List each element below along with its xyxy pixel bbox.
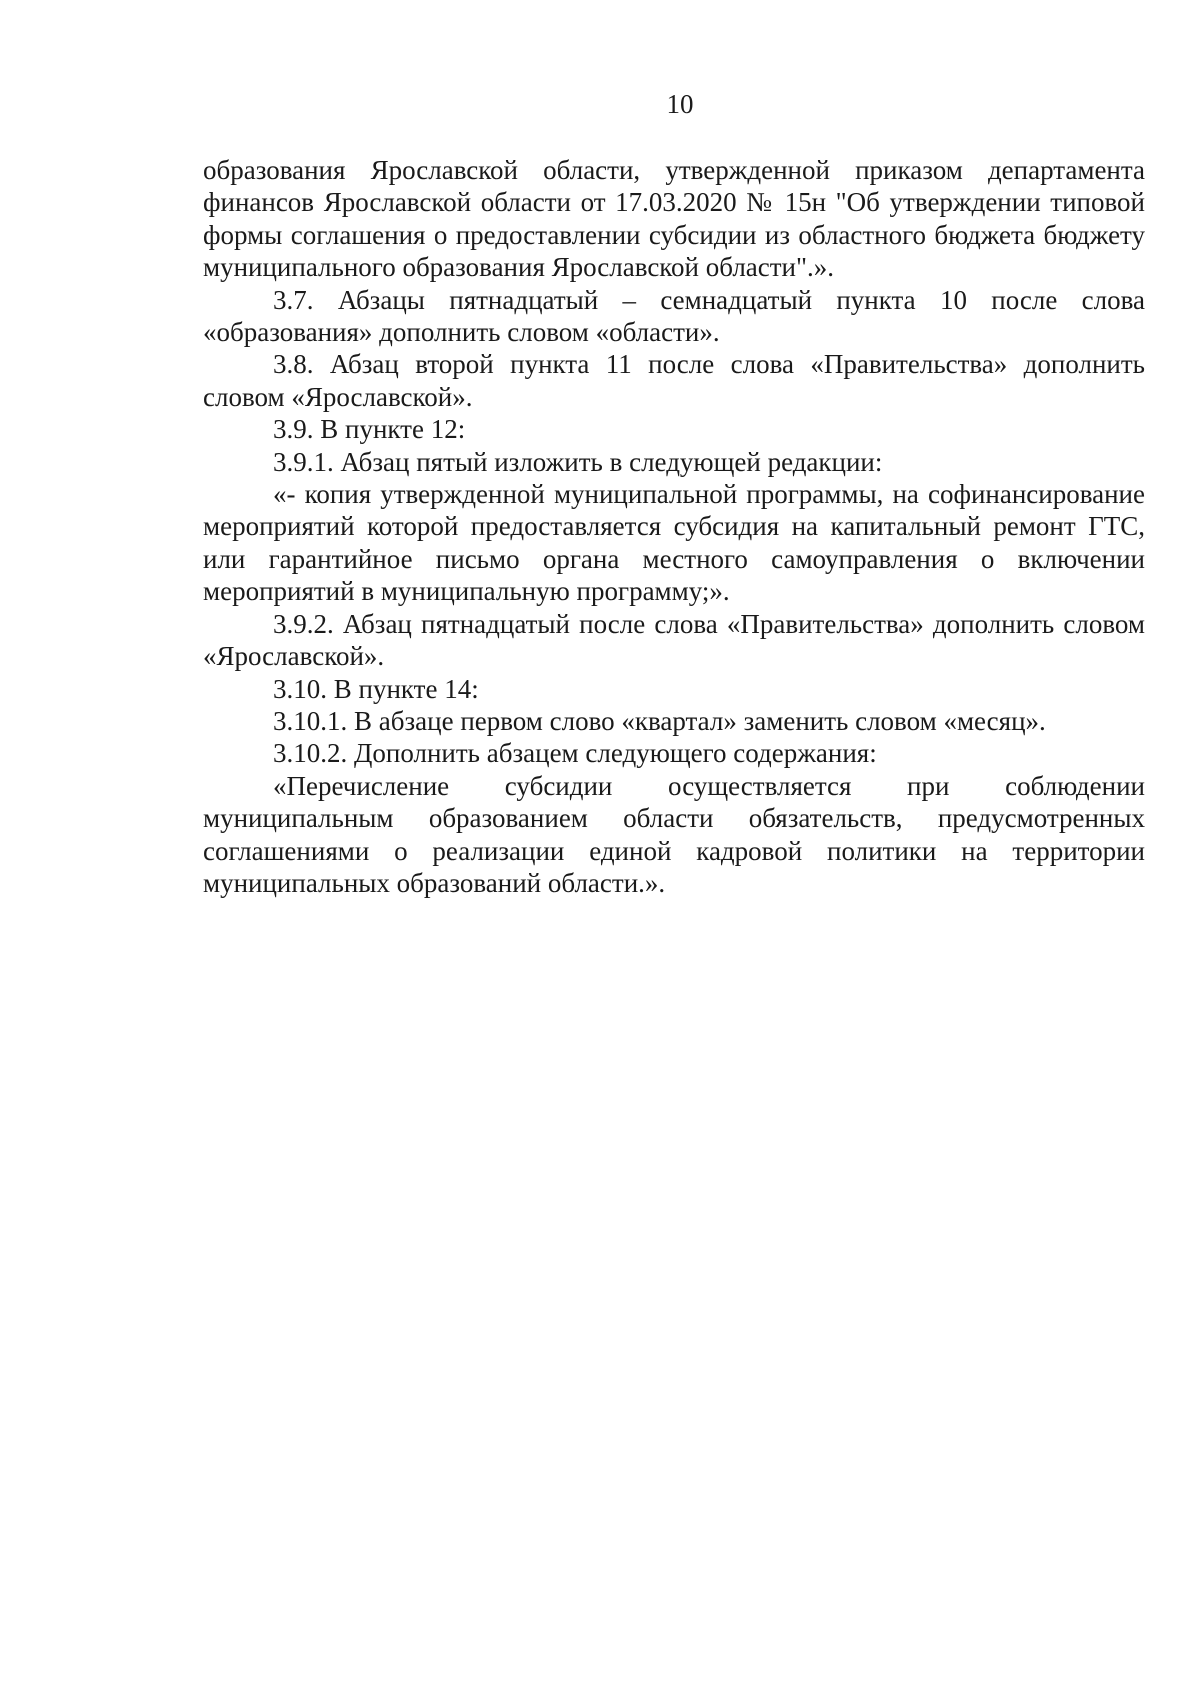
paragraph-3-10: 3.10. В пункте 14: xyxy=(273,673,479,704)
paragraph-3-9-2: 3.9.2. Абзац пятнадцатый после слова «Правительства» дополнить словом «Ярославской». xyxy=(203,608,1145,672)
page-number: 10 xyxy=(666,89,694,119)
document-body xyxy=(203,154,1145,899)
paragraph-3-7: 3.7. Абзацы пятнадцатый – семнадцатый пункта 10 после слова «образования» дополнить словом «области». xyxy=(203,284,1145,348)
paragraph-quoted-copy: «- копия утвержденной муниципальной программы, на софинансирование мероприятий которой предоставляется субсидия на капитальный ремонт ГТС, или гарантийное письмо органа местного самоуправления о включении мероприятий в муниципальную программу;». xyxy=(203,479,1145,607)
paragraph-3-10-2: 3.10.2. Дополнить абзацем следующего содержания: xyxy=(273,738,877,769)
paragraph-3-9: 3.9. В пункте 12: xyxy=(273,414,466,445)
paragraph-continuation: образования Ярославской области, утвержденной приказом департамента финансов Ярославской области от 17.03.2020 № 15н "Об утверждении типовой формы соглашения о предоставлении субсидии из областного бюджета бюджету муниципального образования Ярославской области".». xyxy=(203,155,1145,283)
paragraph-3-9-1: 3.9.1. Абзац пятый изложить в следующей редакции: xyxy=(273,446,883,477)
paragraph-quoted-transfer: «Перечисление субсидии осуществляется при соблюдении муниципальным образованием области обязательств, предусмотренных соглашениями о реализации единой кадровой политики на территории муниципальных образований области.». xyxy=(203,770,1145,898)
paragraph-3-10-1: 3.10.1. В абзаце первом слово «квартал» заменить словом «месяц». xyxy=(273,705,1046,736)
paragraph-3-8: 3.8. Абзац второй пункта 11 после слова «Правительства» дополнить словом «Ярославской». xyxy=(203,349,1145,412)
